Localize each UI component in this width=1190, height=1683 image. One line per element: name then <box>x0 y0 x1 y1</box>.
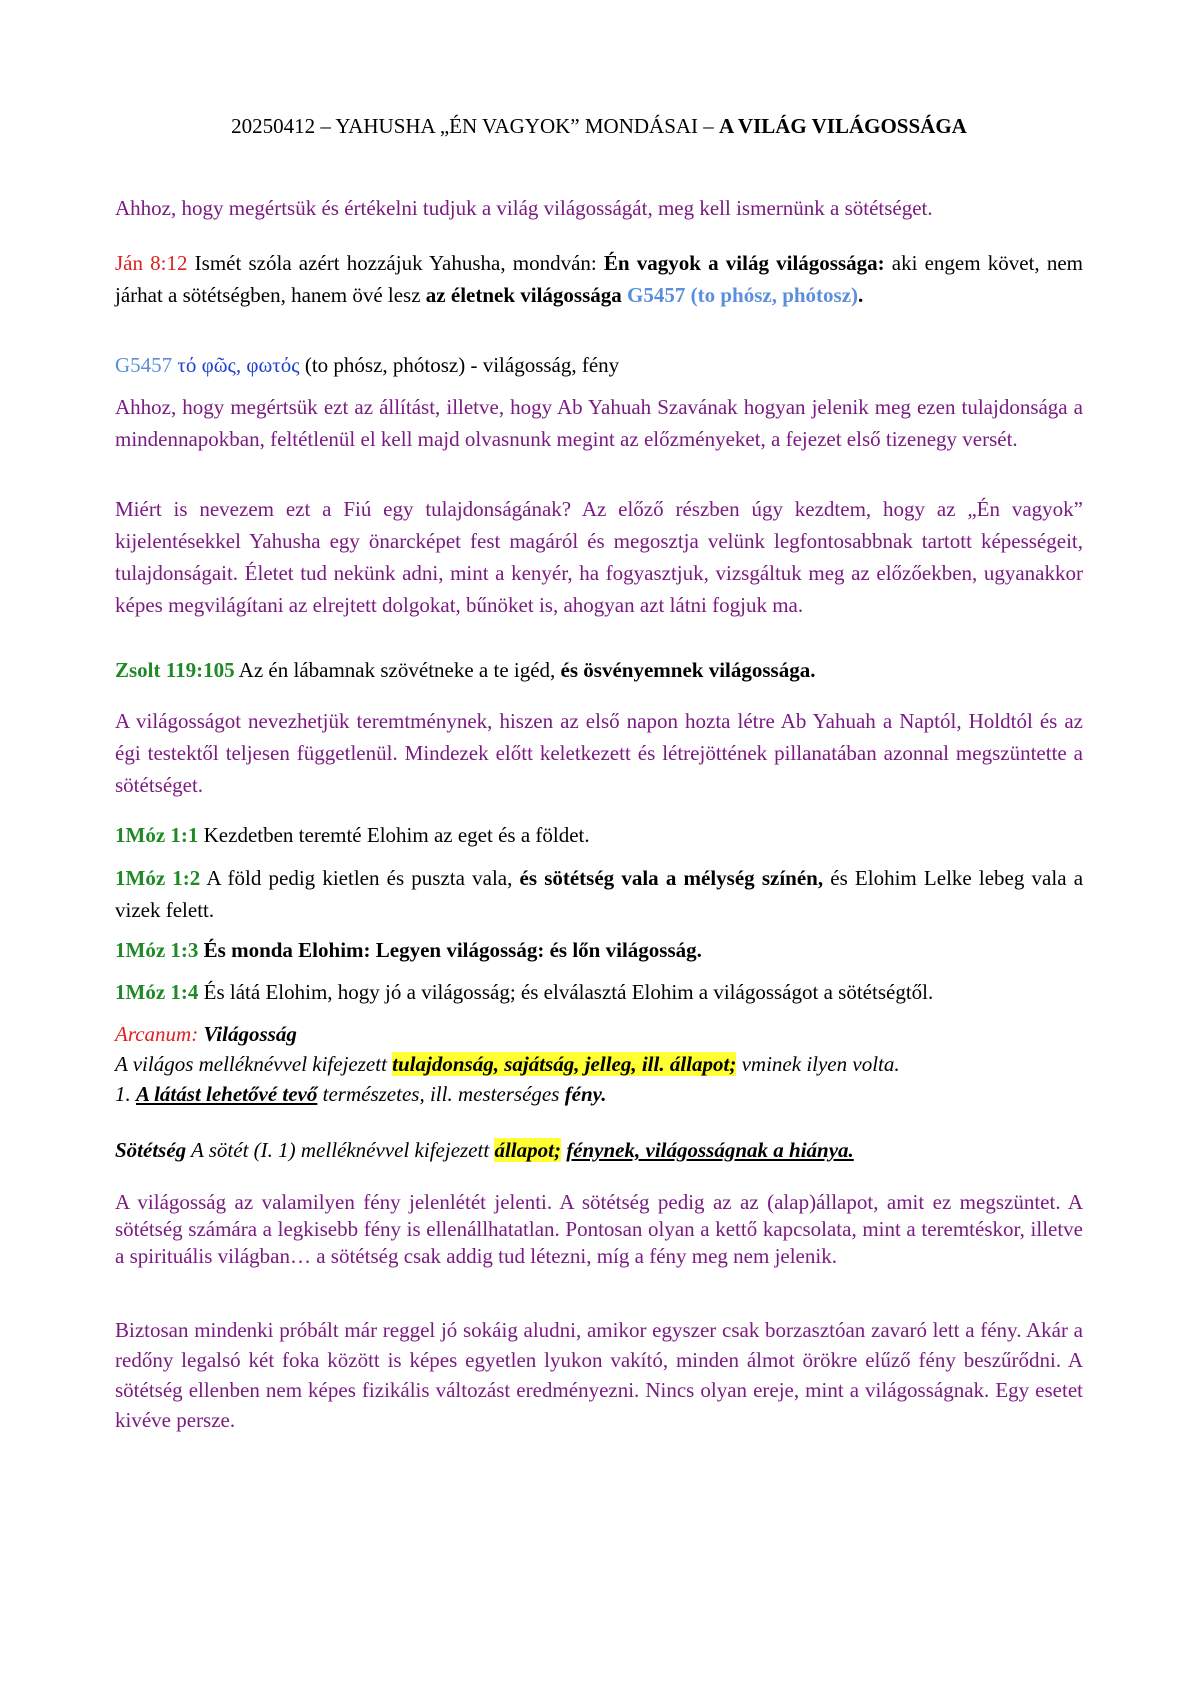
sotetseg-definition <box>115 1134 1083 1166</box>
arcanum-definition <box>115 1019 1083 1109</box>
arcanum-label: Arcanum: <box>115 1022 199 1046</box>
arcanum-text: vminek ilyen volta. <box>736 1052 900 1076</box>
paragraph-4: A világosság az valamilyen fény jelenlétét jelenti. A sötétség pedig az az (alap)állapot, amit ez megszüntet. A sötétség számára a legkisebb fény is ellenállhatatlan. Pontosan olyan a kettő kapcsolata, mint a teremtéskor, illetve a spirituális világban… a sötétség csak addig tud létezni, míg a fény meg nem jelenik. <box>115 1190 1083 1268</box>
verse-text: Kezdetben teremté Elohim az eget és a földet. <box>198 823 590 847</box>
title-plain: 20250412 – YAHUSHA „ÉN VAGYOK” MONDÁSAI – <box>231 114 720 138</box>
verse-zsolt-119-105 <box>115 654 1083 686</box>
arcanum-text: A világos melléknévvel kifejezett <box>115 1052 393 1076</box>
intro-paragraph: Ahhoz, hogy megértsük és értékelni tudjuk a világ világosságát, meg kell ismernünk a sötétséget. <box>115 196 933 220</box>
sotetseg-highlight: állapot; <box>494 1138 561 1162</box>
definition-text: (to phósz, phótosz) - világosság, fény <box>299 353 620 377</box>
verse-reference: Ján 8:12 <box>115 251 188 275</box>
verse-bold-text: az életnek világossága <box>425 283 622 307</box>
verse-text: És látá Elohim, hogy jó a világosság; és elválasztá Elohim a világosságot a sötétségtől. <box>198 980 934 1004</box>
arcanum-number: 1. <box>115 1082 136 1106</box>
verse-1moz-1-4 <box>115 976 1083 1008</box>
verse-text: Ismét szóla azért hozzájuk Yahusha, mondván: <box>187 251 604 275</box>
sotetseg-text: A sötét (I. 1) melléknévvel kifejezett <box>186 1138 495 1162</box>
strongs-definition <box>115 349 1083 381</box>
paragraph-2: Miért is nevezem ezt a Fiú egy tulajdonságának? Az előző részben úgy kezdtem, hogy az „Én vagyok” kijelentésekkel Yahusha egy önarcképet fest magáról és megosztja velünk legfontosabbnak tartott képességeit, tulajdonságait. Életet tud nekünk adni, mint a kenyér, ha fogyasztjuk, vizsgáltuk meg az előzőekben, ugyanakkor képes megvilágítani az elrejtett dolgokat, bűnöket is, ahogyan azt látni fogjuk ma. <box>115 497 1083 617</box>
arcanum-heading <box>115 1019 1083 1049</box>
arcanum-line <box>115 1049 1083 1079</box>
verse-bold-text: és ösvényemnek világossága. <box>560 658 816 682</box>
verse-reference: 1Móz 1:1 <box>115 823 199 847</box>
verse-text: A föld pedig kietlen és puszta vala, <box>200 866 520 890</box>
arcanum-highlight: tulajdonság, sajátság, jelleg, ill. állapot; <box>392 1052 737 1076</box>
verse-reference: Zsolt 119:105 <box>115 658 235 682</box>
arcanum-word: Világosság <box>198 1022 297 1046</box>
verse-end: . <box>858 283 864 307</box>
verse-text: Az én lábamnak szövétneke a te igéd, <box>234 658 561 682</box>
verse-text: és Elohim Lelke lebeg vala a vizek felett. <box>115 866 1084 922</box>
verse-jan-8-12 <box>115 247 1083 311</box>
page-title <box>115 114 1083 139</box>
sotetseg-word: Sötétség <box>115 1138 187 1162</box>
verse-1moz-1-2 <box>115 862 1083 926</box>
verse-1moz-1-3 <box>115 934 1083 966</box>
paragraph-1: Ahhoz, hogy megértsük ezt az állítást, illetve, hogy Ab Yahuah Szavának hogyan jelenik meg ezen tulajdonsága a mindennapokban, feltétlenül el kell majd olvasnunk megint az előzményeket, a fejezet első tizenegy versét. <box>115 395 1083 451</box>
paragraph-5: Biztosan mindenki próbált már reggel jó sokáig aludni, amikor egyszer csak borzasztóan zavaró lett a fény. Akár a redőny legalsó két foka között is képes egyetlen lyukon vakító, minden álmot örökre elűző fény beszűrődni. A sötétség ellenben nem képes fizikális változást eredményezni. Nincs olyan ereje, mint a világosságnak. Egy esetet kivéve persze. <box>115 1318 1083 1432</box>
sotetseg-underlined: fénynek, világosságnak a hiánya. <box>566 1138 854 1162</box>
verse-reference: 1Móz 1:4 <box>115 980 199 1004</box>
verse-1moz-1-1 <box>115 819 1083 851</box>
strong-number: G5457 <box>115 353 173 377</box>
greek-word: τό φῶς, φωτός <box>172 353 300 377</box>
verse-bold-text: Én vagyok a világ világossága: <box>603 251 885 275</box>
verse-reference: 1Móz 1:3 <box>115 938 199 962</box>
strong-number: G5457 (to phósz, phótosz) <box>621 283 859 307</box>
arcanum-text: természetes, ill. mesterséges <box>317 1082 565 1106</box>
verse-reference: 1Móz 1:2 <box>115 866 201 890</box>
verse-bold-text: és sötétség vala a mélység színén, <box>519 866 824 890</box>
arcanum-line <box>115 1079 1083 1109</box>
verse-text: aki engem követ, nem járhat a sötétségben, hanem övé lesz <box>115 251 1083 307</box>
title-bold: A VILÁG VILÁGOSSÁGA <box>719 114 967 138</box>
arcanum-bold: fény. <box>564 1082 607 1106</box>
paragraph-3: A világosságot nevezhetjük teremtménynek, hiszen az első napon hozta létre Ab Yahuah a Naptól, Holdtól és az égi testektől teljesen függetlenül. Mindezek előtt keletkezett és létrejöttének pillanatában azonnal megszüntette a sötétséget. <box>115 709 1083 797</box>
arcanum-underlined: A látást lehetővé tevő <box>136 1082 318 1106</box>
verse-bold-text: És monda Elohim: Legyen világosság: és lőn világosság. <box>198 938 702 962</box>
